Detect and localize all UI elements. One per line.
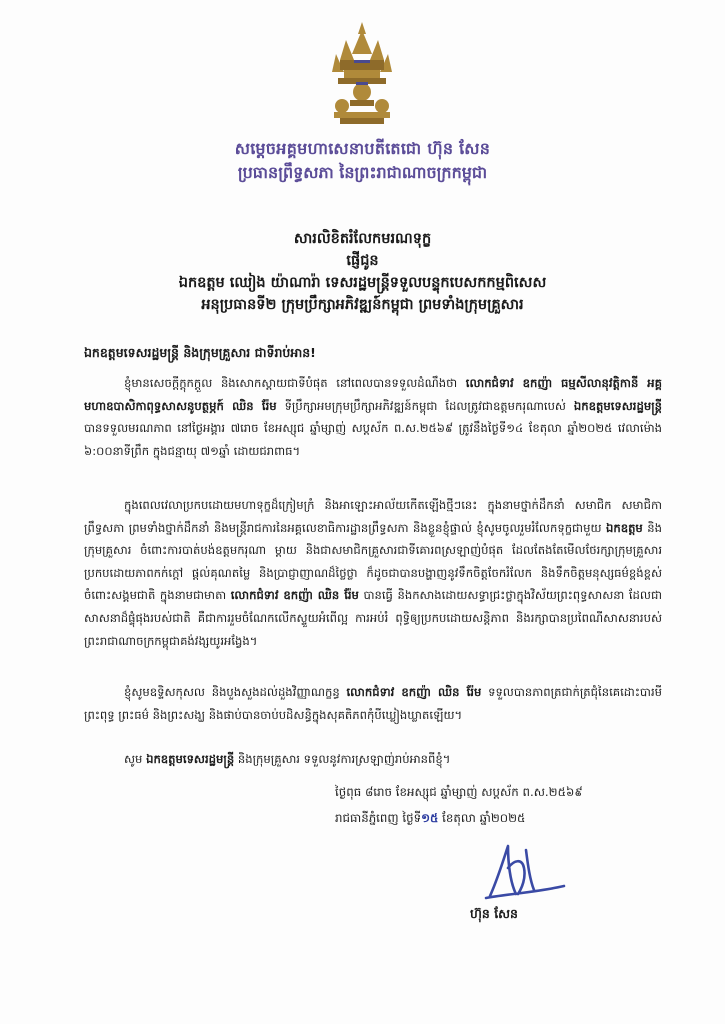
title-line: ឯកឧត្តម ឈៀង យ៉ាណារ៉ា ទេសរដ្ឋមន្ត្រីទទួលបន្ទុកបេសកកម្មពិសេស: [178, 275, 547, 291]
handwritten-signature-icon: [478, 838, 568, 908]
title-line: សារលិខិតរំលែកមរណទុក្ខ: [293, 231, 432, 247]
text-run: បានទទួលមរណភាព នៅថ្ងៃអង្គារ ៧រោច ខែអស្សុជ ឆ្នាំម្សាញ់ សប្តស័ក ព.ស.២៥៦៩ ត្រូវនឹងថ្ងៃទី១៤ ខែតុលា ឆ្នាំ២០២៥ វេលាម៉ោង ៦:០០នាទីព្រឹក ក្នុងជន្មាយុ ៧១ឆ្នាំ ដោយជរាពាធ។: [84, 421, 662, 458]
text-run: ខ្ញុំមានសេចក្តីក្តុកក្តួល និងសោកស្តាយជាទីបំផុត នៅពេលបានទទួលដំណឹងថា: [124, 376, 458, 390]
text-run: សូម: [124, 752, 143, 766]
sender-name: សម្តេចអគ្គមហាសេនាបតីតេជោ ហ៊ុន សែន: [234, 139, 491, 158]
text-run: ក្នុងពេលវេលាប្រកបដោយមហាទុក្ខដ៏ក្រៀមក្រំ និងអាឡោះអាល័យកើតឡើងថ្មីៗនេះ ក្នុងនាមថ្នាក់ដឹកនាំ សមាជិក សមាជិកាព្រឹទ្ធសភា ព្រមទាំងថ្នាក់ដឹកនាំ និងមន្ត្រីរាជការនៃអគ្គលេខាធិការដ្ឋានព្រឹទ្ធសភា និងខ្លួនខ្ញុំផ្ទាល់ ខ្ញុំសូមចូលរួមរំលែកទុក្ខជាមួយ: [84, 498, 662, 535]
bold-run: លោកជំទាវ ឧកញ៉ា ធម្មសីលានុវត្តិកានី អគ្គមហាឧបាសិកាពុទ្ធសាសនូបត្ថម្ភក៍ ឈិន រ៉ែម: [84, 376, 663, 413]
body-paragraph: [84, 494, 662, 652]
body-paragraph: [84, 372, 662, 462]
text-run: និងក្រុមគ្រួសារ ចំពោះការបាត់បង់ឧត្តមករុណា ម្តាយ និងជាសមាជិកគ្រួសារជាទីគោរពស្រឡាញ់បំផុត ដែលតែងតែមើលថែរក្សាក្រុមគ្រួសារប្រកបដោយភាពកក់ក្តៅ ផ្តល់គុណតម្លៃ និងប្រាជ្ញាញាណដ៏ថ្លៃថ្លា ក៏ដូចជាបានបង្ហាញនូវទឹកចិត្តចែករំលែក និងទឹកចិត្តមនុស្សធម៌ខ្ពង់ខ្ពស់ ចំពោះសង្គមជាតិ ក្នុងនាមជាមាតា: [84, 520, 663, 603]
text-run: រាជធានីភ្នំពេញ ថ្ងៃទី: [335, 811, 422, 825]
body-paragraph: [84, 748, 662, 771]
title-line: អនុប្រធានទី២ ក្រុមប្រឹក្សាអភិវឌ្ឍន៍កម្ពុជា ព្រមទាំងក្រុមគ្រួសារ: [201, 297, 524, 313]
senate-emblem-icon: [330, 20, 394, 126]
salutation: ឯកឧត្តមទេសរដ្ឋមន្ត្រី និងក្រុមគ្រួសារ ជាទីរាប់អាន!: [84, 345, 316, 360]
bold-run: ឯកឧត្តម: [606, 520, 643, 535]
body-paragraph: [84, 681, 662, 726]
lunar-date: ថ្ងៃពុធ ៨រោច ខែអស្សុជ ឆ្នាំម្សាញ់ សប្តស័ក ព.ស.២៥៦៩: [335, 785, 583, 799]
sender-title: ប្រធានព្រឹទ្ធសភា នៃព្រះរាជាណាចក្រកម្ពុជា: [237, 163, 488, 182]
bold-run: លោកជំទាវ ឧកញ៉ា ឈិន រ៉ែម: [346, 685, 482, 699]
text-run: និងក្រុមគ្រួសារ ទទួលនូវការស្រឡាញ់រាប់អានពីខ្ញុំ។: [237, 752, 451, 766]
bold-run: លោកជំទាវ ឧកញ៉ា ឈិន រ៉ែម: [230, 588, 359, 603]
day-number: ១៥: [421, 811, 439, 825]
text-run: បានធ្វើ និងកសាងដោយសទ្ធាជ្រះថ្លាក្នុងវិស័យព្រះពុទ្ធសាសនា ដែលជាសាសនាដ៏ផ្ទុំផុងរបស់ជាតិ គឺជាការរួមចំណែកលើកស្ទួយអំពើល្អ ការអប់រំ ពុទ្ធិឲ្យប្រកបដោយសន្តិភាព និងរក្សាបានប្រពៃណីសាសនារបស់ព្រះរាជាណាចក្រកម្ពុជាគង់វង្សយូរអង្វែង។: [84, 588, 662, 648]
bold-run: ឯកឧត្តមទេសរដ្ឋមន្ត្រី: [573, 398, 663, 413]
text-run: ខ្ញុំសូមឧទ្ទិសកុសល និងបួងសួងដល់ដួងវិញ្ញាណក្ខន្ធ: [124, 685, 340, 699]
document-title: [0, 228, 725, 316]
bold-run: ឯកឧត្តមទេសរដ្ឋមន្ត្រី: [146, 752, 235, 766]
place-date: [335, 810, 525, 828]
text-run: ទីប្រឹក្សាអមក្រុមប្រឹក្សាអភិវឌ្ឍន៍កម្ពុជា ដែលត្រូវជាឧត្តមករុណាបេស់: [284, 398, 566, 413]
title-line: ផ្ញើជូន: [346, 253, 379, 269]
signer-name: ហ៊ុន សែន: [470, 906, 518, 921]
text-run: ខែតុលា ឆ្នាំ២០២៥: [442, 811, 526, 825]
text-run: ទទួលបានភាពត្រជាក់ត្រជុំនៃគេដោះបារមី ព្រះពុទ្ធ ព្រះធម៌ និងព្រះសង្ឃ និងផាប់បានចាប់បដិសន្ធិក្នុងសុគតិភពកុំបីឃ្លៀងឃ្លាតឡើយ។: [84, 685, 662, 722]
